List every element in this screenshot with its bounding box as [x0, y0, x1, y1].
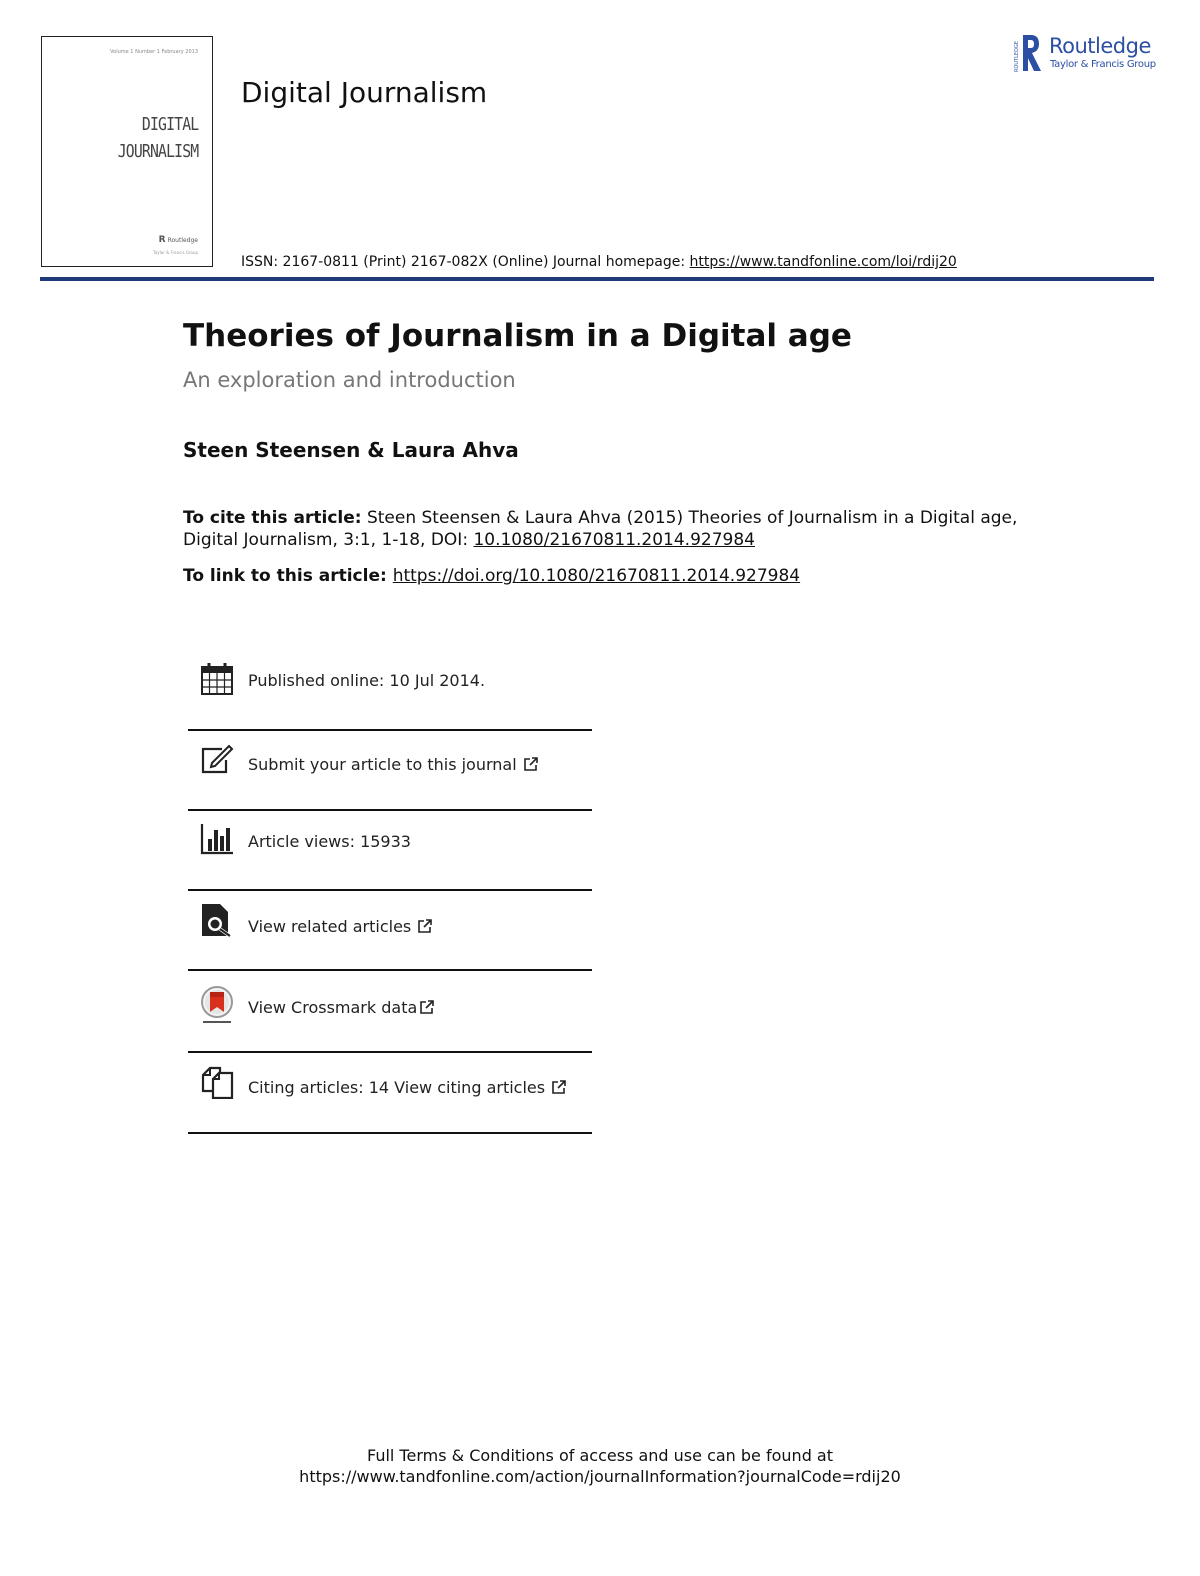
cite-text-2: Digital Journalism, 3:1, 1-18, DOI:	[183, 530, 474, 550]
citation-block	[183, 507, 1083, 551]
issn-line	[241, 254, 957, 270]
cover-publisher: Routledge	[167, 236, 198, 244]
publisher-mark-text: ROUTLEDGE	[1014, 41, 1020, 72]
related-articles-text: View related articles	[248, 917, 412, 936]
cover-title-line1: DIGITAL	[141, 114, 198, 135]
cover-issue-line: Volume 1 Number 1 February 2013	[110, 49, 198, 55]
publisher-group: Taylor & Francis Group	[1050, 59, 1156, 70]
divider	[188, 889, 592, 891]
bar-chart-icon	[200, 822, 234, 856]
related-articles-link[interactable]	[248, 917, 433, 936]
article-link-line	[183, 566, 800, 586]
article-views: Article views: 15933	[248, 832, 411, 851]
crossmark-row[interactable]	[188, 985, 592, 1065]
external-link-icon	[417, 918, 433, 934]
crossmark-text: View Crossmark data	[248, 998, 418, 1017]
cover-title-line2: JOURNALISM	[117, 141, 198, 162]
journal-homepage-link[interactable]: https://www.tandfonline.com/loi/rdij20	[689, 254, 957, 270]
edit-icon	[200, 743, 234, 777]
citing-articles-text: Citing articles: 14 View citing articles	[248, 1078, 546, 1097]
external-link-icon	[419, 999, 435, 1015]
article-url-link[interactable]: https://doi.org/10.1080/21670811.2014.927984	[392, 566, 801, 586]
submit-article-link[interactable]	[248, 755, 539, 774]
submit-row[interactable]	[188, 743, 592, 823]
external-link-icon	[523, 756, 539, 772]
calendar-icon	[200, 662, 234, 696]
published-date: Published online: 10 Jul 2014.	[248, 671, 486, 690]
issn-text: ISSN: 2167-0811 (Print) 2167-082X (Online) Journal homepage:	[241, 254, 690, 270]
routledge-r-icon: R	[158, 235, 166, 245]
header-divider	[40, 277, 1154, 281]
doi-link[interactable]: 10.1080/21670811.2014.927984	[473, 530, 755, 550]
article-authors: Steen Steensen & Laura Ahva	[183, 438, 519, 462]
crossmark-icon	[200, 985, 234, 1025]
divider	[188, 969, 592, 971]
cover-publisher-logo	[159, 235, 198, 245]
crossmark-link[interactable]	[248, 998, 435, 1017]
journal-cover	[41, 36, 213, 267]
cover-small-text: Taylor & Francis Group	[153, 250, 198, 255]
citing-articles-link[interactable]	[248, 1078, 567, 1097]
related-row[interactable]	[188, 903, 592, 983]
link-label: To link to this article:	[183, 566, 393, 586]
footer-terms	[0, 1445, 1200, 1487]
divider	[188, 1132, 592, 1134]
routledge-logo-icon	[1014, 32, 1042, 74]
publisher-name: Routledge	[1049, 34, 1151, 58]
divider	[188, 729, 592, 731]
journal-name: Digital Journalism	[241, 76, 488, 109]
article-title: Theories of Journalism in a Digital age	[183, 318, 852, 354]
cite-label: To cite this article:	[183, 508, 362, 528]
copy-documents-icon	[200, 1065, 234, 1099]
footer-terms-link[interactable]: https://www.tandfonline.com/action/journalInformation?journalCode=rdij20	[299, 1467, 901, 1486]
divider	[188, 1051, 592, 1053]
divider	[188, 809, 592, 811]
submit-article-text: Submit your article to this journal	[248, 755, 517, 774]
cover-title	[117, 111, 198, 165]
document-search-icon	[200, 903, 234, 937]
article-subtitle: An exploration and introduction	[183, 368, 516, 392]
footer-line1: Full Terms & Conditions of access and use can be found at	[366, 1446, 834, 1465]
external-link-icon	[551, 1079, 567, 1095]
cite-text-1: Steen Steensen & Laura Ahva (2015) Theories of Journalism in a Digital age,	[361, 508, 1018, 528]
